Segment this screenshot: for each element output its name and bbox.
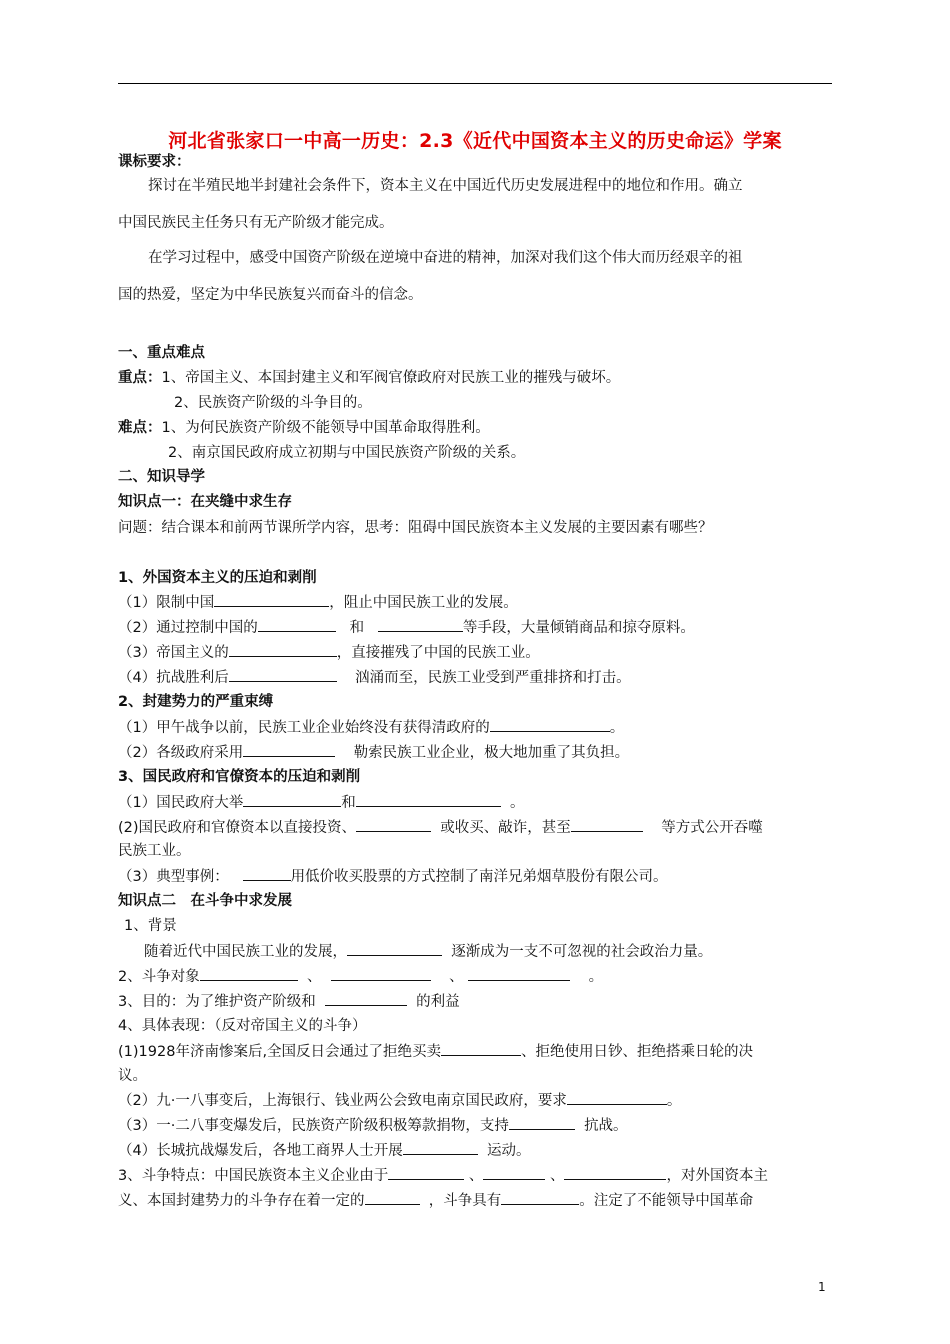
fill-blank[interactable]: [403, 1140, 478, 1155]
difficult-point-1: [118, 418, 832, 438]
fill-blank[interactable]: [347, 941, 442, 956]
fill-blank[interactable]: [356, 792, 501, 807]
fill-blank[interactable]: [229, 642, 337, 657]
fill-blank[interactable]: [468, 966, 570, 981]
section-heading-1: 一、重点难点: [118, 345, 205, 361]
fill-blank[interactable]: [490, 717, 610, 732]
manifestation-1-cont: 议。: [118, 1068, 147, 1084]
kebiao-heading: 课标要求：: [118, 154, 191, 170]
kebiao-paragraph-2a: 在学习过程中，感受中国资产阶级在逆境中奋进的精神，加深对我们这个伟大而历经艰辛的祖: [148, 250, 743, 266]
manifestation-2: （2）九·一八事变后，上海银行、钱业两公会致电南京国民政府，要求 。: [118, 1090, 832, 1111]
item-3-2: (2)国民政府和官僚资本以直接投资、 或收买、敲诈，甚至 等方式公开吞噬: [118, 817, 832, 838]
fill-blank[interactable]: [483, 1165, 545, 1180]
item-2-1: （1）甲午战争以前，民族工业企业始终没有获得清政府的 。: [118, 717, 832, 738]
item-3-2-cont: 民族工业。: [118, 843, 191, 859]
key-point-2: 2、民族资产阶级的斗争目的。: [174, 395, 372, 411]
fill-blank[interactable]: [243, 742, 335, 757]
subheading-2: 2、封建势力的严重束缚: [118, 694, 274, 710]
fill-blank[interactable]: [243, 866, 291, 881]
question-text: 问题：结合课本和前两节课所学内容，思考：阻碍中国民族资本主义发展的主要因素有哪些？: [118, 520, 713, 536]
fill-blank[interactable]: [571, 817, 643, 832]
knowledge-point-1-heading: 知识点一：在夹缝中求生存: [118, 494, 292, 510]
item-3-1: （1）国民政府大举 和 。: [118, 792, 832, 813]
struggle-purpose: 3、目的：为了维护资产阶级和 的利益: [118, 991, 832, 1012]
document-title: 河北省张家口一中高一历史：2.3《近代中国资本主义的历史命运》学案: [168, 130, 782, 152]
manifestations-heading: 4、具体表现：（反对帝国主义的斗争）: [118, 1018, 367, 1034]
struggle-features-cont: 义、本国封建势力的斗争存在着一定的 ，斗争具有 。注定了不能领导中国革命: [118, 1190, 832, 1211]
kebiao-paragraph-1b: 中国民族民主任务只有无产阶级才能完成。: [118, 215, 394, 231]
fill-blank[interactable]: [325, 991, 407, 1006]
fill-blank[interactable]: [509, 1115, 575, 1130]
key-point-label: 重点：: [118, 370, 162, 386]
manifestation-4: （4）长城抗战爆发后，各地工商界人士开展 运动。: [118, 1140, 832, 1161]
subheading-3: 3、国民政府和官僚资本的压迫和剥削: [118, 769, 361, 785]
fill-blank[interactable]: [214, 592, 329, 607]
section-heading-2: 二、知识导学: [118, 469, 205, 485]
fill-blank[interactable]: [243, 792, 341, 807]
fill-blank[interactable]: [378, 617, 463, 632]
background-heading: 1、背景: [124, 918, 177, 934]
item-1-4: （4）抗战胜利后 汹涌而至，民族工业受到严重排挤和打击。: [118, 667, 832, 688]
fill-blank[interactable]: [501, 1190, 579, 1205]
item-2-2: （2）各级政府采用 勒索民族工业企业，极大地加重了其负担。: [118, 742, 832, 763]
struggle-targets: 2、斗争对象 、 、 。: [118, 966, 832, 987]
fill-blank[interactable]: [331, 966, 431, 981]
difficult-point-label: 难点：: [118, 420, 162, 436]
item-1-3: （3）帝国主义的 ，直接摧残了中国的民族工业。: [118, 642, 832, 663]
fill-blank[interactable]: [441, 1041, 521, 1056]
difficult-point-2: 2、南京国民政府成立初期与中国民族资产阶级的关系。: [168, 445, 526, 461]
key-point-1: [118, 368, 832, 388]
item-1-2: （2）通过控制中国的 和 等手段，大量倾销商品和掠夺原料。: [118, 617, 832, 638]
knowledge-point-2-heading: 知识点二 在斗争中求发展: [118, 893, 292, 909]
fill-blank[interactable]: [229, 667, 337, 682]
fill-blank[interactable]: [564, 1165, 666, 1180]
fill-blank[interactable]: [356, 817, 431, 832]
background-text: 随着近代中国民族工业的发展， 逐渐成为一支不可忽视的社会政治力量。: [118, 941, 858, 962]
fill-blank[interactable]: [258, 617, 336, 632]
item-1-1: （1）限制中国 ，阻止中国民族工业的发展。: [118, 592, 832, 613]
kebiao-paragraph-2b: 国的热爱，坚定为中华民族复兴而奋斗的信念。: [118, 287, 423, 303]
fill-blank[interactable]: [388, 1165, 464, 1180]
difficult-point-text-1: 1、为何民族资产阶级不能领导中国革命取得胜利。: [161, 420, 490, 436]
page-number: 1: [818, 1280, 826, 1294]
manifestation-3: （3）一·二八事变爆发后，民族资产阶级积极筹款捐物，支持 抗战。: [118, 1115, 832, 1136]
fill-blank[interactable]: [365, 1190, 420, 1205]
subheading-1: 1、外国资本主义的压迫和剥削: [118, 570, 317, 586]
struggle-features: 3、斗争特点：中国民族资本主义企业由于 、 、 ，对外国资本主: [118, 1165, 832, 1186]
key-point-text-1: 1、帝国主义、本国封建主义和军阀官僚政府对民族工业的摧残与破坏。: [161, 370, 621, 386]
item-3-3: （3）典型事例： 用低价收买股票的方式控制了南洋兄弟烟草股份有限公司。: [118, 866, 832, 887]
manifestation-1: (1)1928年济南惨案后,全国反日会通过了拒绝买卖 、拒绝使用日钞、拒绝搭乘日轮的决: [118, 1041, 832, 1062]
kebiao-paragraph-1a: 探讨在半殖民地半封建社会条件下，资本主义在中国近代历史发展进程中的地位和作用。确立: [148, 178, 743, 194]
fill-blank[interactable]: [567, 1090, 667, 1105]
top-rule: [118, 83, 832, 84]
fill-blank[interactable]: [200, 966, 298, 981]
